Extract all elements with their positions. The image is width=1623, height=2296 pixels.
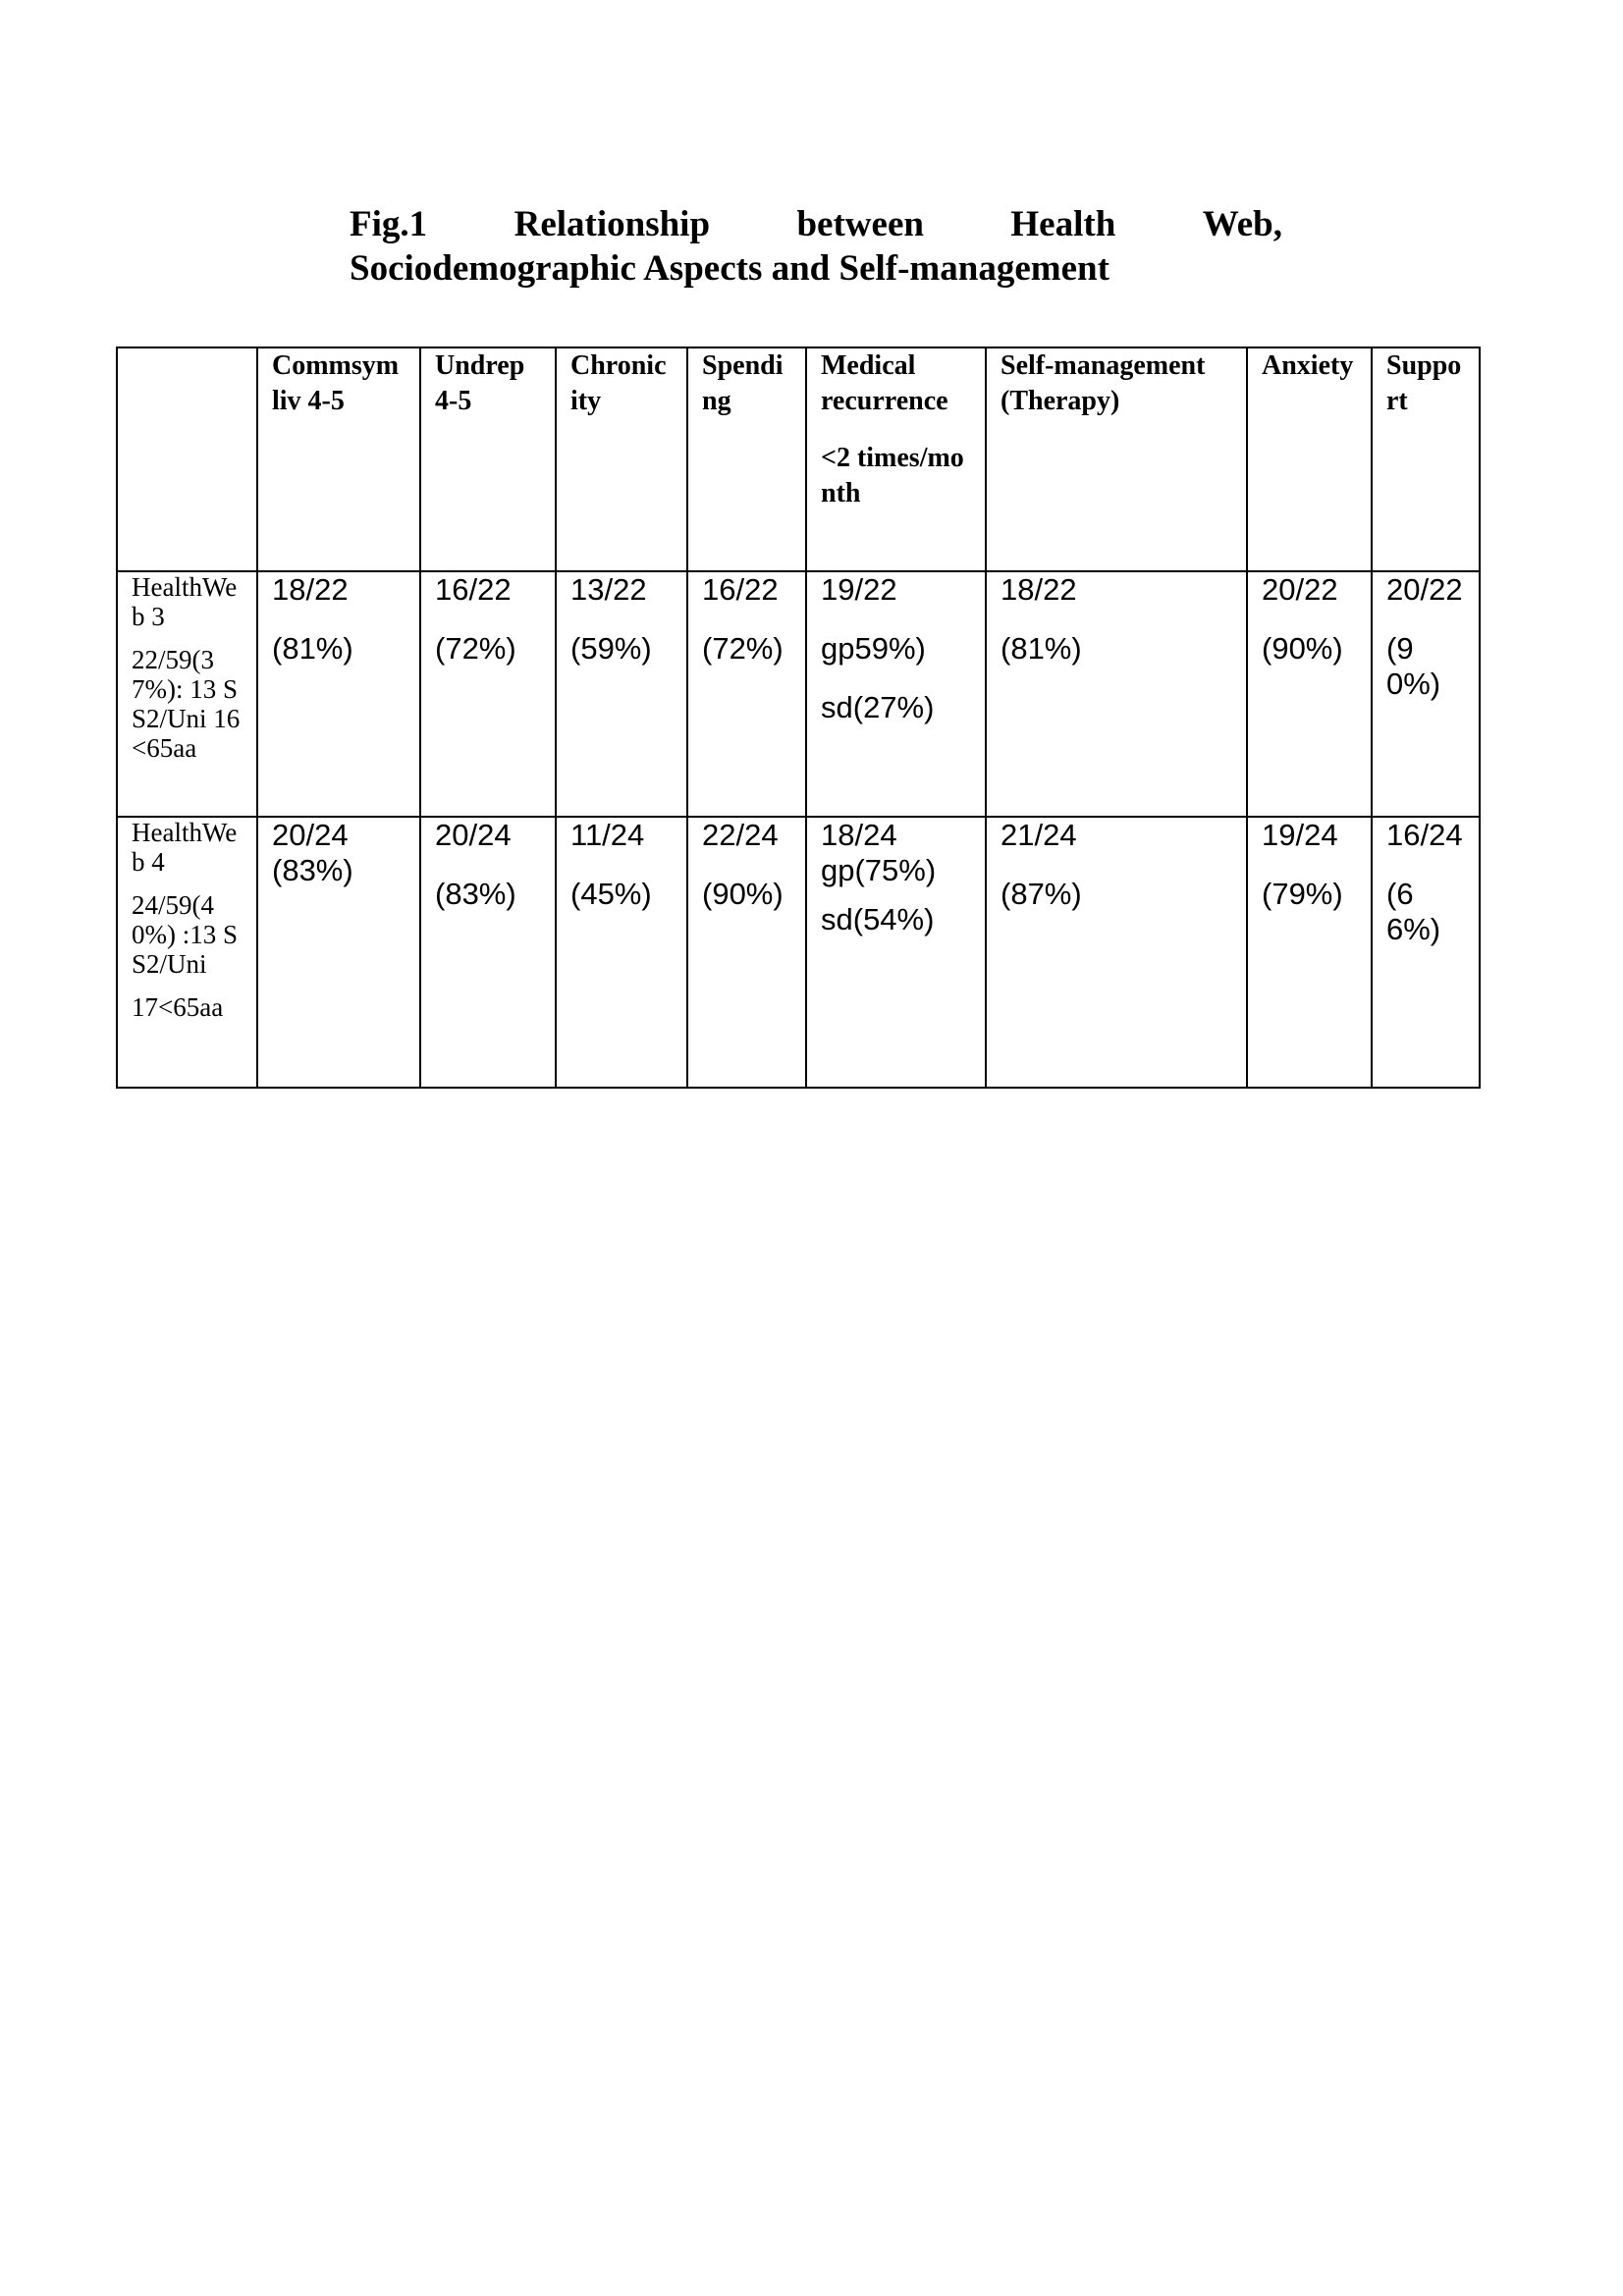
table-row xyxy=(117,571,1480,817)
row-label-line: 24/59(40%) :13 SS2/Uni xyxy=(132,890,238,979)
title-word: Health xyxy=(1010,204,1116,244)
table-cell xyxy=(257,817,420,1088)
table-cell xyxy=(806,817,986,1088)
table-cell xyxy=(986,817,1247,1088)
cell-count: 18/22 xyxy=(1001,572,1077,607)
header-cell-spending: Spending xyxy=(687,347,806,571)
table-cell xyxy=(1247,571,1372,817)
cell-count: 13/22 xyxy=(570,572,647,607)
header-cell-empty xyxy=(117,347,257,571)
cell-percent: (83%) xyxy=(272,853,353,887)
row-label-healthweb-3 xyxy=(117,571,257,817)
cell-count: 11/24 xyxy=(570,818,645,852)
header-cell-self-management: Self-management(Therapy) xyxy=(986,347,1247,571)
title-word: between xyxy=(796,204,924,244)
header-cell-commsymliv: Commsymliv 4-5 xyxy=(257,347,420,571)
row-label-line: 22/59(37%): 13 SS2/Uni 16<65aa xyxy=(132,645,241,763)
cell-count: 18/24 xyxy=(821,818,897,852)
cell-count: 16/22 xyxy=(702,572,779,607)
results-table xyxy=(116,347,1481,1089)
header-cell-chronicity: Chronicity xyxy=(556,347,687,571)
header-medical-recurrence-label: Medical recurrence xyxy=(821,350,948,416)
table-cell xyxy=(420,817,556,1088)
table-cell xyxy=(1372,817,1480,1088)
figure-title-line-2: Sociodemographic Aspects and Self-management xyxy=(350,248,1109,289)
cell-percent: (83%) xyxy=(435,877,516,911)
header-cell-undrep: Undrep 4-5 xyxy=(420,347,556,571)
row-label-healthweb-4 xyxy=(117,817,257,1088)
cell-gp-percent: gp59%) xyxy=(821,631,926,666)
figure-title-line-1 xyxy=(350,202,1282,246)
cell-sd-percent: sd(54%) xyxy=(821,902,935,936)
table-row xyxy=(117,817,1480,1088)
cell-count: 18/22 xyxy=(272,572,349,607)
cell-percent: (90%) xyxy=(1386,631,1441,701)
row-label-line: HealthWeb 4 xyxy=(132,818,238,877)
row-label-line: 17<65aa xyxy=(132,992,224,1022)
table-cell xyxy=(1247,817,1372,1088)
cell-percent: (90%) xyxy=(702,877,784,911)
table-cell xyxy=(257,571,420,817)
cell-percent: (45%) xyxy=(570,877,652,911)
title-word: Web, xyxy=(1202,204,1282,244)
title-word: Fig.1 xyxy=(350,204,428,244)
cell-count: 16/24 xyxy=(1386,818,1463,852)
cell-percent: (87%) xyxy=(1001,877,1082,911)
cell-percent: (90%) xyxy=(1262,631,1343,666)
table-cell xyxy=(556,571,687,817)
row-label-line: HealthWeb 3 xyxy=(132,572,238,631)
cell-percent: (79%) xyxy=(1262,877,1343,911)
cell-count: 20/24 xyxy=(435,818,512,852)
title-word: Relationship xyxy=(514,204,711,244)
cell-percent: (59%) xyxy=(570,631,652,666)
cell-sd-percent: sd(27%) xyxy=(821,690,935,724)
cell-percent: (72%) xyxy=(435,631,516,666)
header-cell-medical-recurrence xyxy=(806,347,986,571)
header-cell-anxiety: Anxiety xyxy=(1247,347,1372,571)
cell-percent: (81%) xyxy=(1001,631,1082,666)
cell-percent: (72%) xyxy=(702,631,784,666)
cell-count: 16/22 xyxy=(435,572,512,607)
cell-count: 20/22 xyxy=(1262,572,1338,607)
cell-count: 19/22 xyxy=(821,572,897,607)
cell-count: 20/22 xyxy=(1386,572,1463,607)
table-cell xyxy=(420,571,556,817)
cell-percent: (81%) xyxy=(272,631,353,666)
cell-count: 22/24 xyxy=(702,818,779,852)
table-cell xyxy=(806,571,986,817)
cell-gp-percent: gp(75%) xyxy=(821,853,937,887)
header-cell-support: Support xyxy=(1372,347,1480,571)
table-cell xyxy=(687,817,806,1088)
cell-percent: (66%) xyxy=(1386,877,1441,946)
table-cell xyxy=(1372,571,1480,817)
table-cell xyxy=(986,571,1247,817)
cell-count: 21/24 xyxy=(1001,818,1077,852)
cell-count: 20/24 xyxy=(272,818,349,852)
table-cell xyxy=(556,817,687,1088)
cell-count: 19/24 xyxy=(1262,818,1338,852)
figure-title xyxy=(350,202,1282,291)
header-medical-recurrence-note: <2 times/month xyxy=(821,443,964,508)
header-row xyxy=(117,347,1480,571)
table-cell xyxy=(687,571,806,817)
